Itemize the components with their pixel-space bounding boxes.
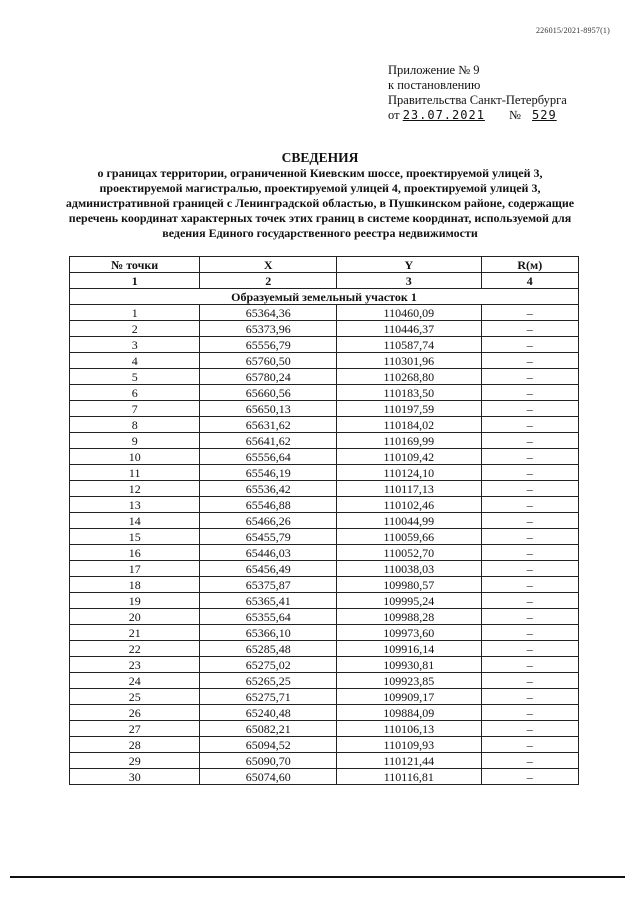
cell-r: –	[481, 721, 578, 737]
cell-r: –	[481, 369, 578, 385]
cell-y: 109909,17	[337, 689, 482, 705]
cell-point-number: 8	[70, 417, 200, 433]
cell-r: –	[481, 705, 578, 721]
document-number: 226015/2021-8957(1)	[535, 26, 610, 35]
cell-y: 110121,44	[337, 753, 482, 769]
cell-y: 110460,09	[337, 305, 482, 321]
bottom-divider	[10, 876, 625, 878]
table-row	[70, 401, 579, 417]
cell-r: –	[481, 465, 578, 481]
appendix-date: 23.07.2021	[402, 108, 485, 122]
cell-r: –	[481, 609, 578, 625]
table-row	[70, 321, 579, 337]
header-point-number: № точки	[70, 257, 200, 273]
cell-point-number: 20	[70, 609, 200, 625]
cell-x: 65365,41	[200, 593, 337, 609]
appendix-block	[388, 63, 578, 123]
cell-x: 65546,88	[200, 497, 337, 513]
cell-point-number: 3	[70, 337, 200, 353]
table-row	[70, 545, 579, 561]
cell-point-number: 2	[70, 321, 200, 337]
cell-x: 65240,48	[200, 705, 337, 721]
cell-point-number: 26	[70, 705, 200, 721]
table-row	[70, 497, 579, 513]
cell-point-number: 19	[70, 593, 200, 609]
cell-y: 110102,46	[337, 497, 482, 513]
cell-y: 110184,02	[337, 417, 482, 433]
column-number-2: 2	[200, 273, 337, 289]
table-row	[70, 705, 579, 721]
cell-y: 110117,13	[337, 481, 482, 497]
cell-r: –	[481, 433, 578, 449]
table-row	[70, 577, 579, 593]
cell-y: 109980,57	[337, 577, 482, 593]
cell-y: 110109,42	[337, 449, 482, 465]
cell-y: 110183,50	[337, 385, 482, 401]
table-row	[70, 337, 579, 353]
cell-point-number: 27	[70, 721, 200, 737]
cell-r: –	[481, 657, 578, 673]
header-r: R(м)	[481, 257, 578, 273]
cell-point-number: 6	[70, 385, 200, 401]
appendix-line-1: Приложение № 9	[388, 63, 480, 77]
cell-r: –	[481, 449, 578, 465]
cell-y: 109973,60	[337, 625, 482, 641]
cell-x: 65650,13	[200, 401, 337, 417]
cell-y: 109923,85	[337, 673, 482, 689]
cell-y: 110052,70	[337, 545, 482, 561]
cell-y: 110124,10	[337, 465, 482, 481]
table-row	[70, 529, 579, 545]
cell-r: –	[481, 577, 578, 593]
cell-r: –	[481, 497, 578, 513]
cell-point-number: 22	[70, 641, 200, 657]
title-subtitle: о границах территории, ограниченной Киевским шоссе, проектируемой улицей 3, проектируемой магистралью, проектируемой улицей 4, проектируемой улицей 3, административной границей с Ленинградской областью, в Пушкинском районе, содержащие перечень координат характерных точек этих границ в системе координат, используемой для ведения Единого государственного реестра недвижимости	[65, 166, 575, 240]
cell-r: –	[481, 417, 578, 433]
table-row	[70, 465, 579, 481]
cell-point-number: 12	[70, 481, 200, 497]
appendix-line-2: к постановлению	[388, 78, 481, 92]
cell-point-number: 14	[70, 513, 200, 529]
table-body	[70, 305, 579, 785]
coordinates-table	[69, 256, 579, 785]
cell-point-number: 5	[70, 369, 200, 385]
cell-x: 65556,64	[200, 449, 337, 465]
cell-y: 110059,66	[337, 529, 482, 545]
table-row	[70, 433, 579, 449]
cell-y: 110044,99	[337, 513, 482, 529]
cell-point-number: 25	[70, 689, 200, 705]
cell-x: 65641,62	[200, 433, 337, 449]
cell-x: 65265,25	[200, 673, 337, 689]
cell-x: 65355,64	[200, 609, 337, 625]
appendix-from-label: от	[388, 108, 400, 122]
table-row	[70, 737, 579, 753]
cell-r: –	[481, 769, 578, 785]
table-row	[70, 641, 579, 657]
cell-r: –	[481, 689, 578, 705]
cell-x: 65285,48	[200, 641, 337, 657]
appendix-line-3: Правительства Санкт-Петербурга	[388, 93, 567, 107]
appendix-date-line	[388, 108, 578, 123]
section-title: Образуемый земельный участок 1	[70, 289, 579, 305]
cell-point-number: 7	[70, 401, 200, 417]
cell-y: 109884,09	[337, 705, 482, 721]
cell-x: 65082,21	[200, 721, 337, 737]
column-number-1: 1	[70, 273, 200, 289]
cell-y: 110268,80	[337, 369, 482, 385]
header-x: X	[200, 257, 337, 273]
cell-point-number: 4	[70, 353, 200, 369]
table-row	[70, 625, 579, 641]
cell-r: –	[481, 401, 578, 417]
table-row	[70, 769, 579, 785]
cell-r: –	[481, 305, 578, 321]
cell-r: –	[481, 561, 578, 577]
column-number-4: 4	[481, 273, 578, 289]
cell-point-number: 18	[70, 577, 200, 593]
table-row	[70, 481, 579, 497]
cell-r: –	[481, 753, 578, 769]
table-row	[70, 305, 579, 321]
cell-x: 65631,62	[200, 417, 337, 433]
cell-x: 65275,02	[200, 657, 337, 673]
cell-y: 110169,99	[337, 433, 482, 449]
cell-point-number: 11	[70, 465, 200, 481]
cell-y: 109916,14	[337, 641, 482, 657]
table-row	[70, 593, 579, 609]
section-row	[70, 289, 579, 305]
cell-y: 109930,81	[337, 657, 482, 673]
cell-x: 65366,10	[200, 625, 337, 641]
cell-x: 65760,50	[200, 353, 337, 369]
cell-x: 65546,19	[200, 465, 337, 481]
column-number-3: 3	[337, 273, 482, 289]
cell-point-number: 10	[70, 449, 200, 465]
table-row	[70, 673, 579, 689]
appendix-number-label: №	[508, 108, 521, 122]
cell-x: 65446,03	[200, 545, 337, 561]
cell-r: –	[481, 385, 578, 401]
document-title	[0, 150, 640, 241]
cell-point-number: 1	[70, 305, 200, 321]
cell-y: 109995,24	[337, 593, 482, 609]
cell-r: –	[481, 513, 578, 529]
cell-x: 65094,52	[200, 737, 337, 753]
cell-r: –	[481, 321, 578, 337]
appendix-number: 529	[532, 108, 557, 122]
cell-point-number: 16	[70, 545, 200, 561]
cell-x: 65456,49	[200, 561, 337, 577]
cell-r: –	[481, 673, 578, 689]
cell-x: 65090,70	[200, 753, 337, 769]
cell-r: –	[481, 529, 578, 545]
table-row	[70, 369, 579, 385]
cell-point-number: 17	[70, 561, 200, 577]
cell-y: 110197,59	[337, 401, 482, 417]
cell-point-number: 29	[70, 753, 200, 769]
cell-r: –	[481, 737, 578, 753]
table-row	[70, 385, 579, 401]
cell-x: 65373,96	[200, 321, 337, 337]
table-header-row	[70, 257, 579, 273]
cell-r: –	[481, 545, 578, 561]
cell-point-number: 13	[70, 497, 200, 513]
header-y: Y	[337, 257, 482, 273]
cell-y: 109988,28	[337, 609, 482, 625]
column-number-row	[70, 273, 579, 289]
cell-y: 110106,13	[337, 721, 482, 737]
cell-x: 65780,24	[200, 369, 337, 385]
cell-x: 65536,42	[200, 481, 337, 497]
cell-x: 65556,79	[200, 337, 337, 353]
cell-point-number: 21	[70, 625, 200, 641]
title-heading: СВЕДЕНИЯ	[281, 150, 359, 165]
cell-r: –	[481, 481, 578, 497]
cell-x: 65074,60	[200, 769, 337, 785]
cell-point-number: 28	[70, 737, 200, 753]
table-row	[70, 353, 579, 369]
cell-point-number: 23	[70, 657, 200, 673]
cell-r: –	[481, 625, 578, 641]
cell-x: 65275,71	[200, 689, 337, 705]
cell-y: 110109,93	[337, 737, 482, 753]
table-row	[70, 449, 579, 465]
cell-y: 110038,03	[337, 561, 482, 577]
cell-point-number: 30	[70, 769, 200, 785]
table-row	[70, 609, 579, 625]
cell-x: 65364,36	[200, 305, 337, 321]
cell-x: 65660,56	[200, 385, 337, 401]
cell-y: 110301,96	[337, 353, 482, 369]
cell-x: 65375,87	[200, 577, 337, 593]
table-row	[70, 689, 579, 705]
table-row	[70, 657, 579, 673]
cell-y: 110446,37	[337, 321, 482, 337]
cell-r: –	[481, 337, 578, 353]
table-row	[70, 417, 579, 433]
cell-y: 110116,81	[337, 769, 482, 785]
table-row	[70, 561, 579, 577]
cell-point-number: 15	[70, 529, 200, 545]
cell-r: –	[481, 353, 578, 369]
table-row	[70, 753, 579, 769]
cell-point-number: 24	[70, 673, 200, 689]
table-row	[70, 513, 579, 529]
cell-x: 65455,79	[200, 529, 337, 545]
cell-r: –	[481, 593, 578, 609]
cell-x: 65466,26	[200, 513, 337, 529]
cell-y: 110587,74	[337, 337, 482, 353]
table-row	[70, 721, 579, 737]
cell-point-number: 9	[70, 433, 200, 449]
cell-r: –	[481, 641, 578, 657]
